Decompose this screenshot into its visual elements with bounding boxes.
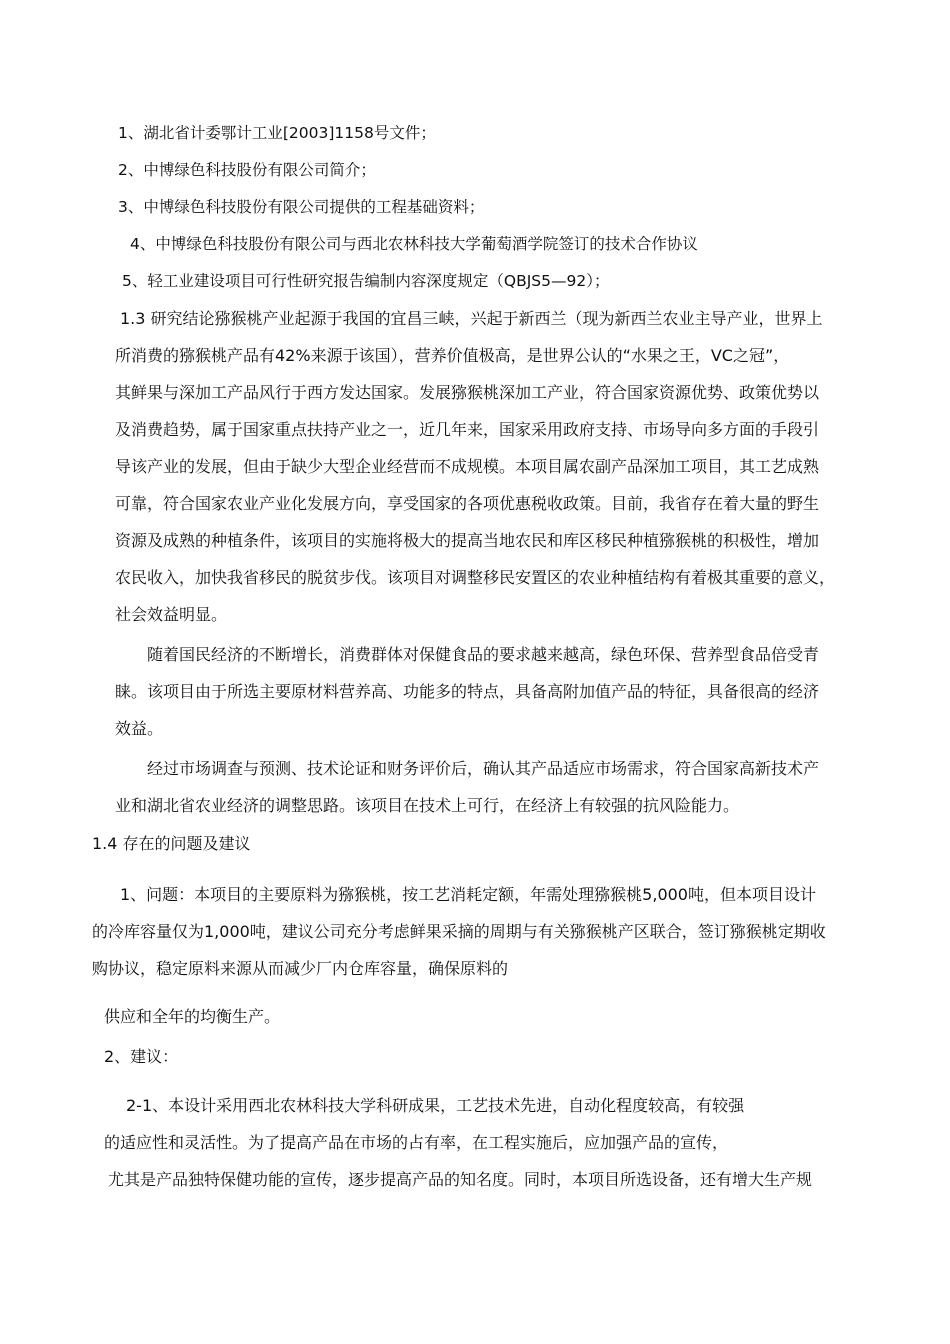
conclusion-line-2: 所消费的猕猴桃产品有42%来源于该国），营养价值极高，是世界公认的“水果之王，VC之冠”， bbox=[115, 346, 790, 365]
economy-line-2: 睐。该项目由于所选主要原材料营养高、功能多的特点，具备高附加值产品的特征，具备很高的经济 bbox=[115, 682, 820, 701]
conclusion-line-4: 及消费趋势，属于国家重点扶持产业之一，近几年来，国家采用政府支持、市场导向多方面的手段引 bbox=[115, 420, 820, 439]
reference-item-1: 1、湖北省计委鄂计工业[2003]1158号文件； bbox=[118, 124, 436, 142]
problem-line-4: 供应和全年的均衡生产。 bbox=[104, 1007, 281, 1026]
conclusion-line-7: 资源及成熟的种植条件，该项目的实施将极大的提高当地农民和库区移民种植猕猴桃的积极性，增加 bbox=[115, 531, 820, 550]
reference-item-2: 2、中博绿色科技股份有限公司简介； bbox=[118, 161, 376, 179]
problem-line-2: 的冷库容量仅为1,000吨，建议公司充分考虑鲜果采摘的周期与有关猕猴桃产区联合，签订猕猴桃定期收 bbox=[92, 922, 826, 941]
conclusion-line-5: 导该产业的发展，但由于缺少大型企业经营而不成规模。本项目属农副产品深加工项目，其工艺成熟 bbox=[115, 457, 820, 476]
evaluation-line-1: 经过市场调查与预测、技术论证和财务评价后，确认其产品适应市场需求，符合国家高新技术产 bbox=[147, 759, 820, 778]
suggestion-line-3: 尤其是产品独特保健功能的宣传，逐步提高产品的知名度。同时，本项目所选设备，还有增大生产规 bbox=[108, 1170, 813, 1189]
economy-line-3: 效益。 bbox=[115, 719, 164, 738]
suggestion-heading: 2、建议： bbox=[104, 1047, 179, 1066]
problem-line-3: 购协议，稳定原料来源从而减少厂内仓库容量，确保原料的 bbox=[92, 959, 509, 978]
reference-item-4: 4、中博绿色科技股份有限公司与西北农林科技大学葡萄酒学院签订的技术合作协议 bbox=[130, 235, 698, 253]
problem-line-1: 1、问题：本项目的主要原料为猕猴桃，按工艺消耗定额，年需处理猕猴桃5,000吨，但本项目设计 bbox=[120, 885, 816, 904]
conclusion-line-6: 可靠，符合国家农业产业化发展方向，享受国家的各项优惠税收政策。目前，我省存在着大量的野生 bbox=[115, 494, 820, 513]
reference-item-3: 3、中博绿色科技股份有限公司提供的工程基础资料； bbox=[118, 198, 485, 216]
conclusion-line-1: 1.3 研究结论猕猴桃产业起源于我国的宜昌三峡，兴起于新西兰（现为新西兰农业主导产业，世界上 bbox=[120, 309, 823, 328]
economy-line-1: 随着国民经济的不断增长，消费群体对保健食品的要求越来越高，绿色环保、营养型食品倍受青 bbox=[147, 645, 820, 664]
reference-item-5: 5、轻工业建设项目可行性研究报告编制内容深度规定（QBJS5—92）； bbox=[122, 272, 610, 290]
suggestion-line-2: 的适应性和灵活性。为了提高产品在市场的占有率，在工程实施后，应加强产品的宣传， bbox=[104, 1133, 729, 1152]
conclusion-line-8: 农民收入，加快我省移民的脱贫步伐。该项目对调整移民安置区的农业种植结构有着极其重要的意义， bbox=[115, 568, 836, 587]
section-heading-issues: 1.4 存在的问题及建议 bbox=[92, 834, 251, 853]
suggestion-line-1: 2-1、本设计采用西北农林科技大学科研成果，工艺技术先进，自动化程度较高，有较强 bbox=[126, 1096, 745, 1115]
conclusion-line-3: 其鲜果与深加工产品风行于西方发达国家。发展猕猴桃深加工产业，符合国家资源优势、政策优势以 bbox=[115, 383, 820, 402]
conclusion-line-9: 社会效益明显。 bbox=[115, 605, 228, 624]
evaluation-line-2: 业和湖北省农业经济的调整思路。该项目在技术上可行，在经济上有较强的抗风险能力。 bbox=[115, 796, 740, 815]
